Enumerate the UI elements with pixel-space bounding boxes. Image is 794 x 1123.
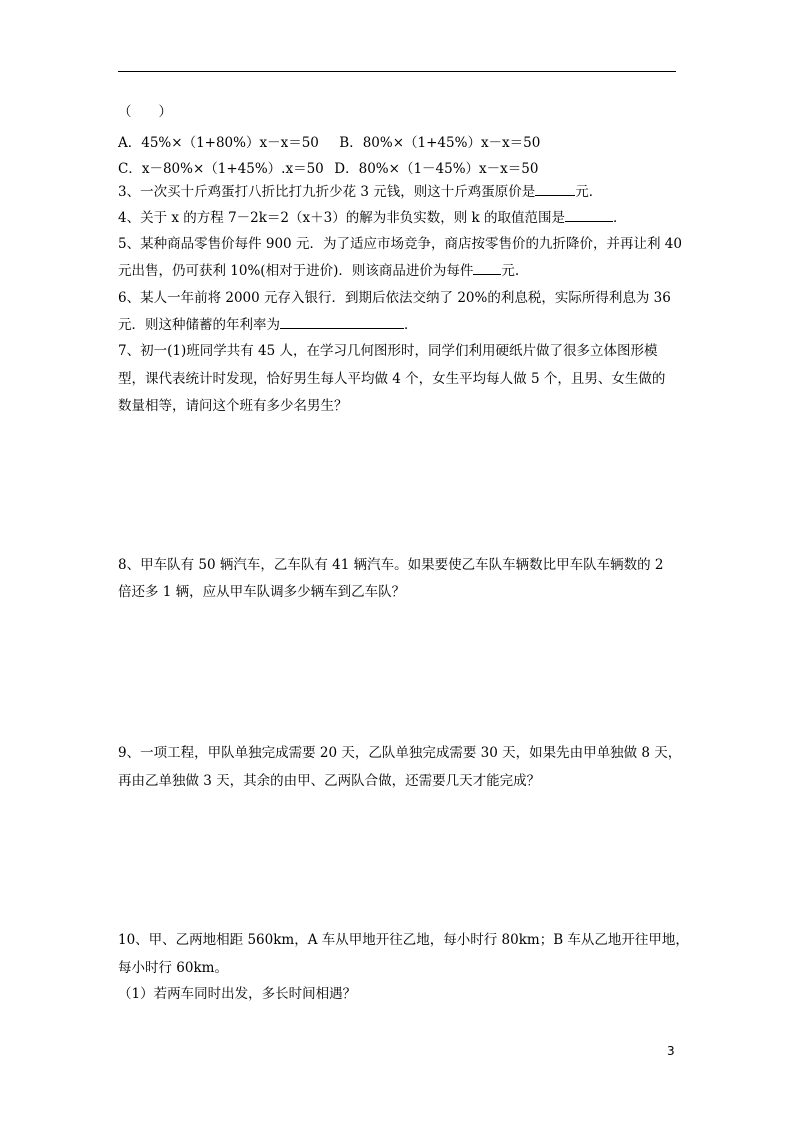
fill-blank (280, 316, 404, 329)
fill-blank (473, 262, 501, 275)
question-9-line-1: 9、一项工程，甲队单独完成需要 20 天，乙队单独完成需要 30 天，如果先由甲单独做 8 天， (118, 745, 682, 761)
question-9-line-2: 再由乙单独做 3 天，其余的由甲、乙两队合做，还需要几天才能完成？ (118, 773, 541, 789)
question-5-line-1: 5、某种商品零售价每件 900 元．为了适应市场竞争，商店按零售价的九折降价，并再让利 40 (118, 236, 682, 252)
option-d: D．80%×（1－45%）x－x＝50 (334, 161, 539, 177)
options-row-1 (118, 131, 540, 151)
option-c: C．x－80%×（1+45%）.x＝50 (118, 161, 324, 177)
question-10-line-1: 10、甲、乙两地相距 560km，A 车从甲地开往乙地，每小时行 80km；B 车从乙地开往甲地， (118, 932, 689, 948)
fill-blank (535, 183, 575, 196)
header-rule (118, 71, 676, 72)
question-6-line-1: 6、某人一年前将 2000 元存入银行．到期后依法交纳了 20%的利息税，实际所得利息为 36 (118, 290, 671, 306)
fill-blank (565, 209, 613, 222)
question-8-line-1: 8、甲车队有 50 辆汽车，乙车队有 41 辆汽车。如果要使乙车队车辆数比甲车队车辆数的 2 (118, 557, 664, 573)
question-7-line-1: 7、初一(1)班同学共有 45 人，在学习几何图形时，同学们利用硬纸片做了很多立体图形模 (118, 343, 658, 359)
question-10-sub-1: （1）若两车同时出发，多长时间相遇？ (118, 986, 357, 1002)
option-b: B．80%×（1+45%）x－x＝50 (339, 135, 541, 151)
question-3: 3、一次买十斤鸡蛋打八折比打九折少花 3 元钱，则这十斤鸡蛋原价是 元． (118, 184, 603, 200)
question-5-line-2: 元出售，仍可获利 10%(相对于进价)．则该商品进价为每件 元. (118, 263, 520, 279)
answer-paren: （ ） (118, 104, 172, 120)
question-10-line-2: 每小时行 60km。 (118, 960, 228, 976)
question-8-line-2: 倍还多 1 辆，应从甲车队调多少辆车到乙车队？ (118, 584, 406, 600)
question-6-line-2: 元．则这种储蓄的年利率为 ． (118, 317, 418, 333)
question-7-line-2: 型，课代表统计时发现，恰好男生每人平均做 4 个，女生平均每人做 5 个，且男、女生做的 (118, 371, 666, 387)
option-a: A．45%×（1+80%）x－x＝50 (118, 135, 319, 151)
page-number: 3 (667, 1044, 675, 1058)
options-row-2 (118, 157, 538, 177)
question-7-line-3: 数量相等，请问这个班有多少名男生？ (118, 398, 348, 414)
question-4: 4、关于 x 的方程 7－2k＝2（x＋3）的解为非负实数，则 k 的取值范围是 ． (118, 210, 627, 226)
